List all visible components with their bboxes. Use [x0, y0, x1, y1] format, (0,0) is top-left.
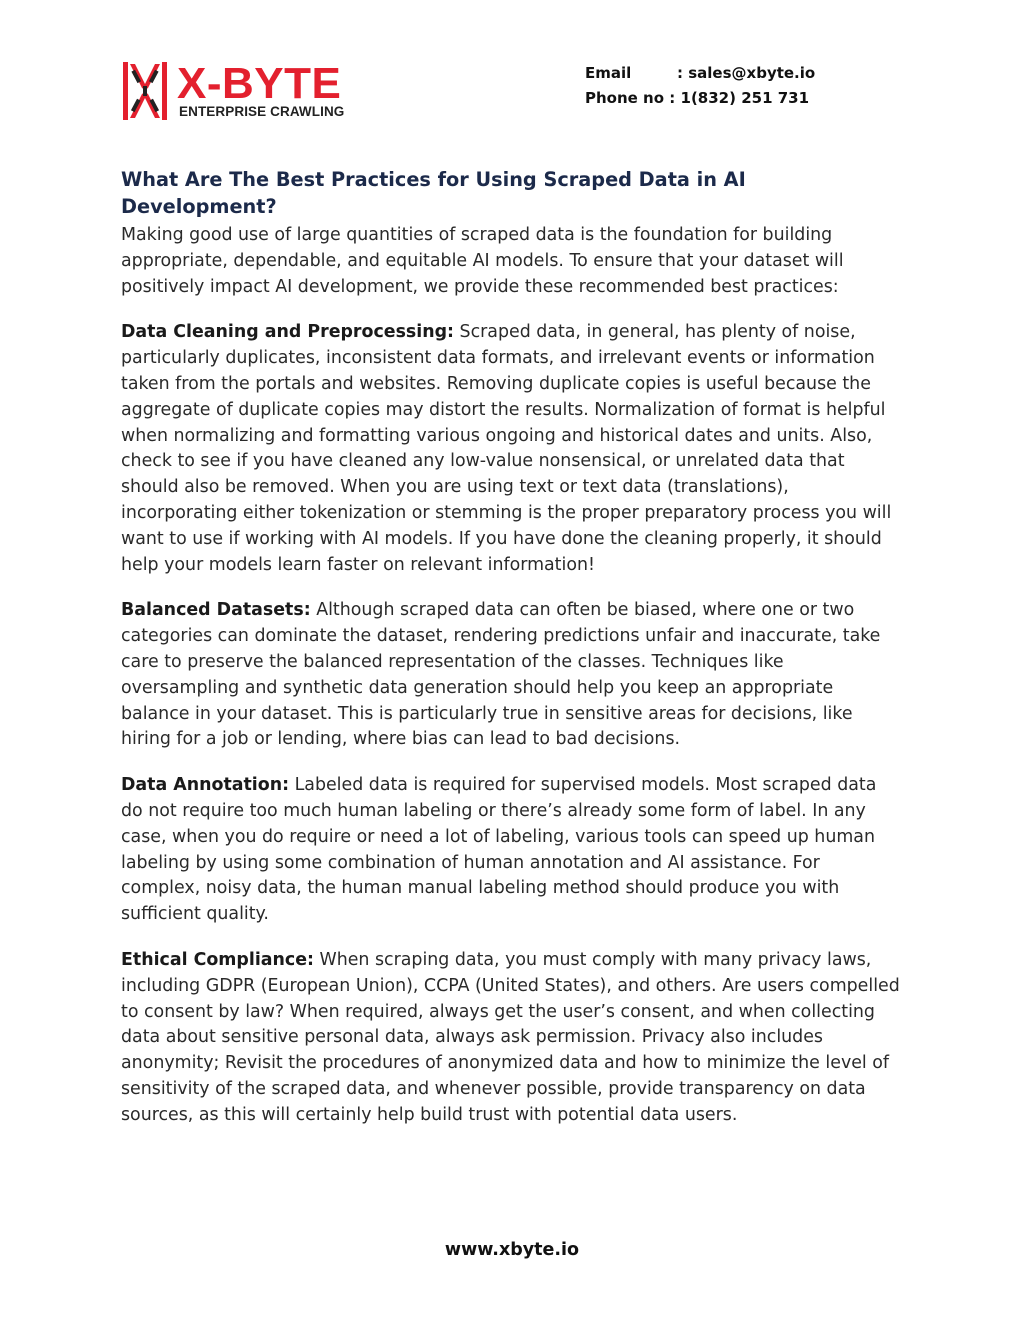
logo-name: X-BYTE [177, 59, 342, 108]
section-heading: Balanced Datasets: [121, 600, 311, 621]
footer-website-link[interactable]: www.xbyte.io [444, 1240, 580, 1260]
section-heading: Data Annotation: [121, 775, 290, 796]
section-ethical-compliance [121, 948, 901, 1129]
logo-tagline: ENTERPRISE CRAWLING [179, 104, 345, 119]
section-data-annotation [121, 773, 901, 928]
phone-separator: : [669, 89, 676, 107]
section-body: Although scraped data can often be biased, where one or two categories can dominate the dataset, rendering predictions unfair and inaccurate, take care to preserve the balanced representation of the classes. Techniques like oversampling and synthetic data generation should help you keep an appropriate balance in your dataset. This is particularly true in sensitive areas for decisions, like hiring for a job or lending, where bias can lead to bad decisions. [121, 600, 881, 750]
email-label: Email [585, 64, 632, 82]
phone-label: Phone no [585, 89, 665, 107]
section-heading: Data Cleaning and Preprocessing: [121, 322, 455, 343]
article-intro: Making good use of large quantities of scraped data is the foundation for building appropriate, dependable, and equitable AI models. To ensure that your dataset will positively impact AI development, we provide these recommended best practices: [121, 225, 844, 297]
company-logo [121, 60, 361, 124]
email-value[interactable]: sales@xbyte.io [688, 64, 816, 82]
section-data-cleaning [121, 320, 901, 578]
email-separator: : [677, 64, 683, 82]
section-heading: Ethical Compliance: [121, 949, 314, 970]
section-body: When scraping data, you must comply with many privacy laws, including GDPR (European Union), CCPA (United States), and others. Are users compelled to consent by law? When required, always get the user’s consent, and when collecting data about sensitive personal data, always ask permission. Privacy also includes anonymity; Revisit the procedures of anonymized data and how to minimize the level of sensitivity of the scraped data, and whenever possible, provide transparency on data sources, as this will certainly help build trust with potential data users. [121, 949, 900, 1125]
section-body: Scraped data, in general, has plenty of noise, particularly duplicates, inconsistent data formats, and irrelevant events or information taken from the portals and websites. Removing duplicate copies is useful because the aggregate of duplicate copies may distort the results. Normalization of format is helpful when normalizing and formatting various ongoing and historical dates and units. Also, check to see if you have cleaned any low-value nonsensical, or unrelated data that should also be removed. When you are using text or text data (translations), incorporating either tokenization or stemming is the proper preparatory process you will want to use if working with AI models. If you have done the cleaning properly, it should help your models learn faster on relevant information! [121, 322, 892, 575]
x-byte-logo-mark-icon [121, 60, 169, 122]
phone-row [585, 86, 815, 111]
section-balanced-datasets [121, 598, 901, 753]
section-body: Labeled data is required for supervised models. Most scraped data do not require too much human labeling or there’s already some form of label. In any case, when you do require or need a lot of labeling, various tools can speed up human labeling by using some combination of human annotation and AI assistance. For complex, noisy data, the human manual labeling method should produce you with sufficient quality. [121, 775, 877, 925]
contact-info [585, 61, 815, 111]
phone-value: 1(832) 251 731 [680, 89, 810, 107]
article [121, 167, 901, 1129]
email-row [585, 61, 815, 86]
article-title: What Are The Best Practices for Using Scraped Data in AI Development? [121, 168, 746, 218]
